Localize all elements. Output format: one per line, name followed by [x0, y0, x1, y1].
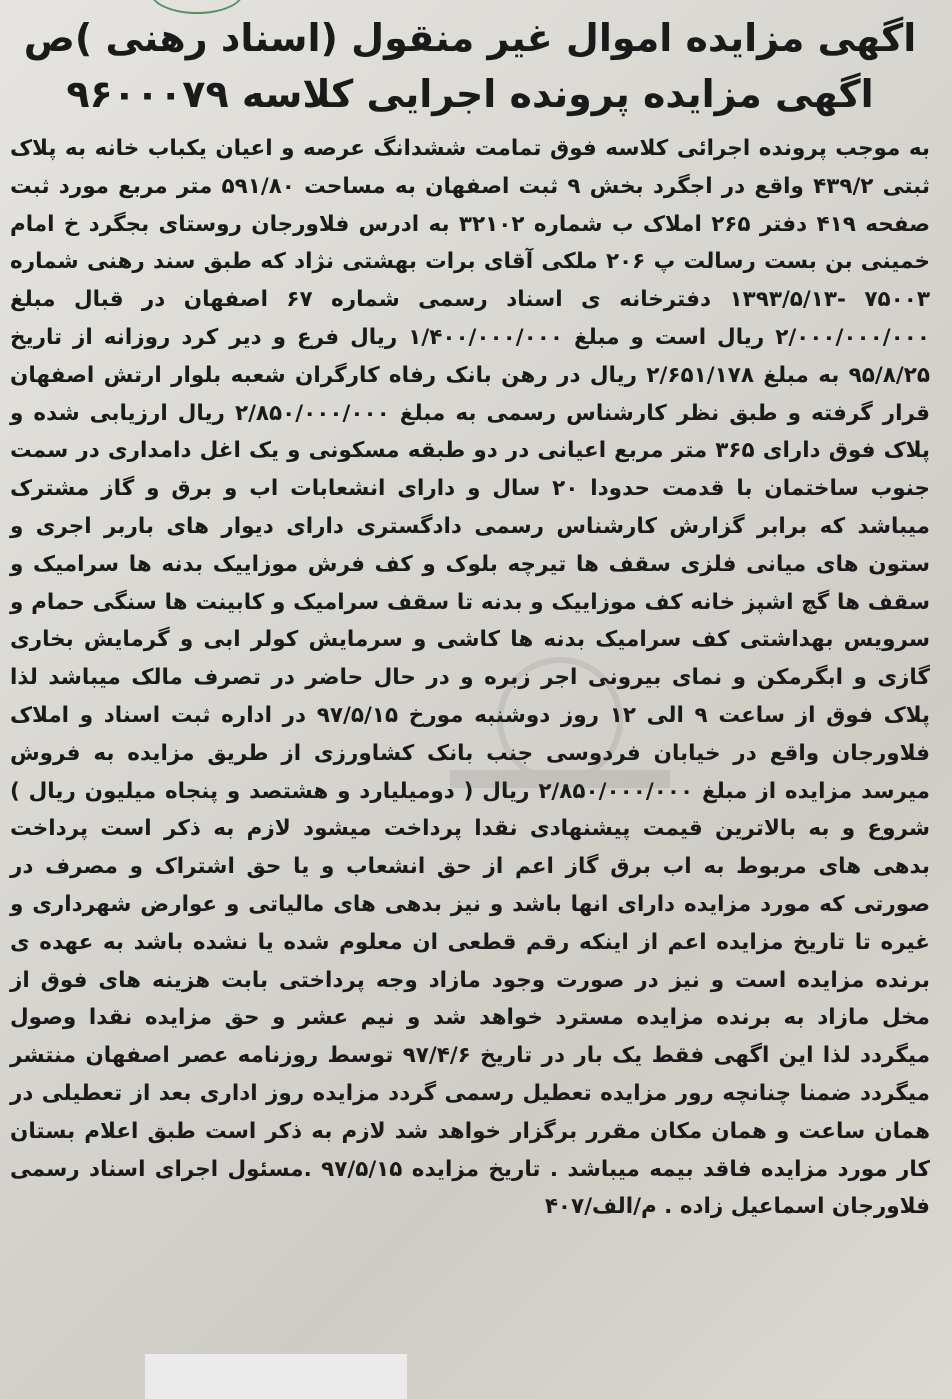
redaction-box — [145, 1354, 407, 1399]
notice-body: به موجب پرونده اجرائی کلاسه فوق تمامت ششدانگ عرصه و اعیان یکباب خانه به پلاک ثبتی ۴۳۹/۲ واقع در اجگرد بخش ۹ ثبت اصفهان به مساحت ۵۹۱/۸۰ متر مربع مورد ثبت صفحه ۴۱۹ دفتر ۲۶۵ املاک ب شماره ۳۲۱۰۲ به ادرس فلاورجان روستای بجگرد خ امام خمینی بن بست رسالت پ ۲۰۶ ملکی آقای برات بهشتی نژاد که طبق سند رهنی شماره ۷۵۰۰۳ -۱۳۹۳/۵/۱۳ دفترخانه ی اسناد رسمی شماره ۶۷ اصفهان در قبال مبلغ ۲/۰۰۰/۰۰۰/۰۰۰ ریال است و مبلغ ۱/۴۰۰/۰۰۰/۰۰۰ ریال فرع و دیر کرد روزانه از تاریخ ۹۵/۸/۲۵ به مبلغ ۲/۶۵۱/۱۷۸ ریال در رهن بانک رفاه کارگران شعبه بلوار ارتش اصفهان قرار گرفته و طبق نظر کارشناس رسمی به مبلغ ۲/۸۵۰/۰۰۰/۰۰۰ ریال ارزیابی شده و پلاک فوق دارای ۳۶۵ متر مربع اعیانی در دو طبقه مسکونی و یک اغل دامداری در سمت جنوب ساختمان با قدمت حدودا ۲۰ سال و دارای انشعابات اب و برق و گاز مشترک میباشد که برابر گزارش کارشناس رسمی دادگستری دارای دیوار های باربر اجری و ستون های میانی فلزی سقف ها تیرچه بلوک و کف فرش موزاییک بدنه ها سرامیک و سقف ها گچ اشپز خانه کف موزاییک و بدنه تا سقف سرامیک و کابینت ها سنگی حمام و سرویس بهداشتی کف سرامیک بدنه ها کاشی و سرمایش کولر ابی و گرمایش بخاری گازی و ابگرمکن و نمای بیرونی اجر زبره و در حال حاضر در تصرف مالک میباشد لذا پلاک فوق از ساعت ۹ الی ۱۲ روز دوشنبه مورخ ۹۷/۵/۱۵ در اداره ثبت اسناد و املاک فلاورجان واقع در خیابان فردوسی جنب بانک کشاورزی از طریق مزایده به فروش میرسد مزایده از مبلغ ۲/۸۵۰/۰۰۰/۰۰۰ ریال ( دومیلیارد و هشتصد و پنجاه میلیون ریال ) شروع و به بالاترین قیمت پیشنهادی نقدا پرداخت میشود لازم به ذکر است پرداخت بدهی های مربوط به اب برق گاز اعم از حق انشعاب و یا حق اشتراک و مصرف در صورتی که مورد مزایده دارای انها باشد و نیز بدهی های مالیاتی و عوارض شهرداری و غیره تا تاریخ مزایده اعم از اینکه رقم قطعی ان معلوم شده یا نشده باشد به عهده ی برنده مزایده است و نیز در صورت وجود مازاد وجه پرداختی بابت هزینه های فوق از مخل مازاد به برنده مزایده مسترد خواهد شد و نیم عشر و حق مزایده نقدا وصول میگردد لذا این اگهی فقط یک بار در تاریخ ۹۷/۴/۶ توسط روزنامه عصر اصفهان منتشر میگردد ضمنا چنانچه رور مزایده تعطیل رسمی گردد مزایده روز اداری بعد از تعطیلی در همان ساعت و همان مکان مقرر برگزار خواهد شد لازم به ذکر است طبق اعلام بستان کار مورد مزایده فاقد بیمه میباشد . تاریخ مزایده ۹۷/۵/۱۵ .مسئول اجرای اسناد رسمی فلاورجان اسماعیل زاده . م/الف/۴۰۷ — [10, 136, 931, 1220]
notice-subheadline: اگهی مزایده پرونده اجرایی کلاسه ۹۶۰۰۰۷۹ — [66, 72, 874, 116]
notice-headline: اگهی مزایده اموال غیر منقول (اسناد رهنی )ص — [23, 16, 917, 60]
